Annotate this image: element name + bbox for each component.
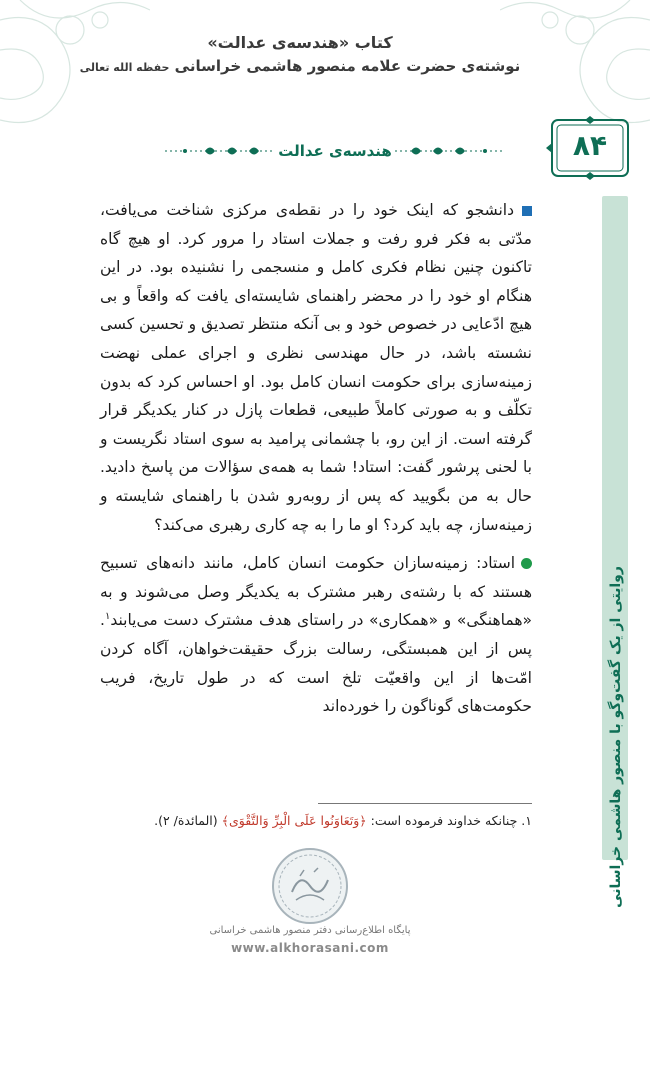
- site-url-link[interactable]: www.alkhorasani.com: [231, 941, 389, 955]
- paragraph-2-text: استاد: زمینه‌سازان حکومت انسان کامل، مانند دانه‌های تسبیح هستند که با رشته‌ی رهبر مشترک به یکدیگر وصل می‌شوند و به «هماهنگی» و «همکاری» در راستای هدف مشترک دست می‌یابند: [100, 554, 532, 630]
- chapter-title: هندسه‌ی عدالت: [278, 142, 392, 160]
- paragraph-2-text-rest: . پس از این همبستگی، رسالت بزرگ حقیقت‌خواهان، آگاه کردن امّت‌ها از این واقعیّت تلخ است که در طول تاریخ، فریب حکومت‌های گوناگون را خورده‌اند: [100, 611, 532, 716]
- main-content: [100, 196, 532, 721]
- author-line: [60, 54, 540, 80]
- page-number-badge: [546, 116, 634, 180]
- author-name: نوشته‌ی حضرت علامه منصور هاشمی خراسانی: [174, 57, 521, 75]
- side-title-strip: [602, 196, 628, 908]
- footnote-verse: ﴿وَتَعَاوَنُوا عَلَى الْبِرِّ وَالتَّقْوَى﴾: [221, 813, 367, 828]
- side-title: روایتی از یک گفت‌وگو با منصور هاشمی خراسانی: [608, 566, 624, 908]
- chapter-title-bar: [165, 138, 505, 164]
- footnote-source: (المائدة/ ۲).: [154, 813, 218, 828]
- footnote-divider: [318, 803, 532, 804]
- footnote-intro: ۱. چنانکه خداوند فرموده است:: [370, 813, 532, 828]
- footnote: [100, 810, 532, 832]
- paragraph-1-text: دانشجو که اینک خود را در نقطه‌ی مرکزی شناخت می‌یافت، مدّتی به فکر فرو رفت و جملات استاد را مرور کرد. او هیچ گاه تاکنون چنین نظام فکری کامل و منسجمی را نشنیده بود. در این هنگام او خود را در محضر راهنمای شایسته‌ای یافت که واقعاً و بی هیچ ادّعایی در خصوص خود و بی آنکه منتظر تصدیق و تحسین کسی نشسته باشد، در حال مهندسی نظری و اجرای عملی نهضت زمینه‌سازی برای حکومت انسان کامل بود. او احساس کرد که بدون تکلّف و به صورتی کاملاً طبیعی، قطعات پازل در کنار یکدیگر قرار گرفته است. از این رو، با چشمانی پرامید به سوی استاد نگریست و با لحنی پرشور گفت: استاد! شما به همه‌ی سؤالات من پاسخ دادید. حال به من بگویید که پس از روبه‌رو شدن با راهنمای شایسته و زمینه‌ساز، چه باید کرد؟ او ما را به چه کاری رهبری می‌کند؟: [100, 201, 532, 534]
- page-number: ۸۴: [572, 129, 608, 162]
- paragraph-2: [100, 549, 532, 721]
- green-dot-bullet-icon: [521, 558, 532, 569]
- site-caption: پایگاه اطلاع‌رسانی دفتر منصور هاشمی خراسانی: [209, 925, 411, 936]
- running-header: [60, 32, 540, 80]
- author-honorific: حفظه الله تعالی: [79, 61, 170, 74]
- calligraphy-seal-icon: [270, 846, 350, 926]
- book-title: کتاب «هندسه‌ی عدالت»: [207, 33, 393, 52]
- footnote-reference[interactable]: ۱: [104, 611, 111, 623]
- blue-square-bullet-icon: [522, 206, 532, 216]
- paragraph-1: [100, 196, 532, 539]
